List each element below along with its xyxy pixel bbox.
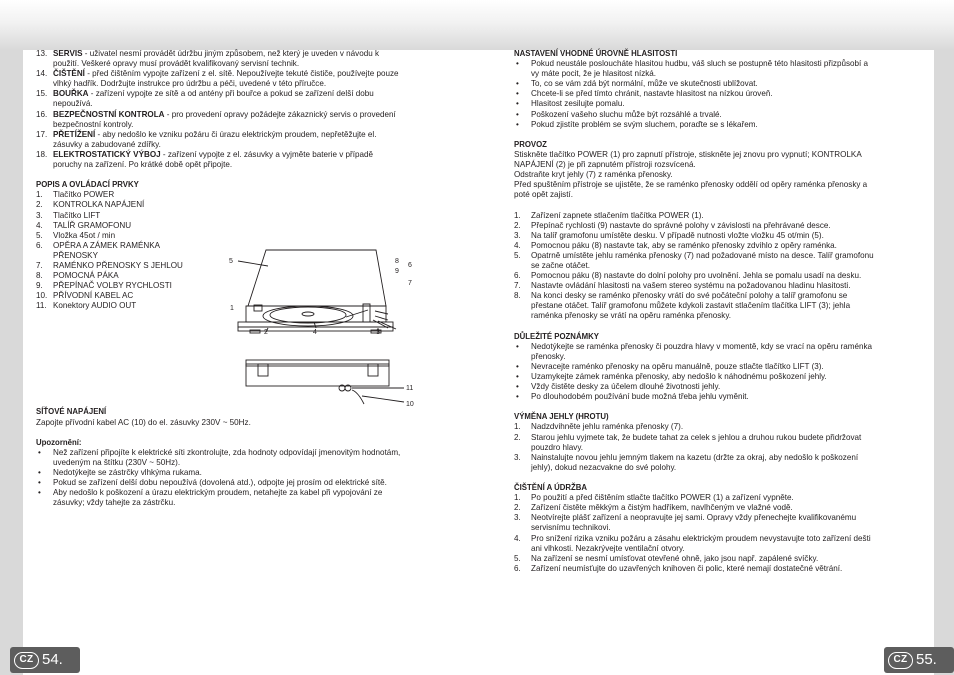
figure-label: 2: [264, 329, 268, 336]
control-item: 6. OPĚRA A ZÁMEK RAMÉNKA PŘENOSKY: [36, 240, 161, 260]
operation-step: 1. Zařízení zapnete stlačením tlačítka POWER (1).: [514, 210, 704, 220]
operation-step: 7. Nastavte ovládání hlasitosti na vašem stereo systému na požadovanou hladinu hlasitosti.: [514, 281, 851, 291]
safety-item: 13. SERVIS - uživatel nesmí provádět údržbu jiným způsobem, než který je uveden v návodu k použití. Veškeré opravy musí provádět kvalifikovaný servisní technik.: [36, 49, 380, 69]
control-item: 2. KONTROLKA NAPÁJENÍ: [36, 200, 145, 210]
warning-heading: Upozornění:: [36, 437, 82, 447]
power-text: Zapojte přívodní kabel AC (10) do el. zásuvky 230V ~ 50Hz.: [36, 417, 251, 427]
figure-label: 4: [313, 329, 317, 336]
needle-heading: VÝMĚNA JEHLY (HROTU): [514, 412, 609, 422]
figure-label: 9: [395, 268, 399, 275]
note-item: • Nevracejte raménko přenosky na opěru manuálně, pouze stlačte tlačítko LIFT (3).: [516, 361, 824, 371]
figure-label: 5: [229, 258, 233, 265]
warning-item: • Než zařízení připojíte k elektrické síti zkontrolujte, zda hodnoty odpovídají jmenovitým hodnotám, uvedeným na štítku (230V ~ 50Hz).: [38, 447, 401, 467]
volume-list: [514, 59, 918, 130]
warning-item: • Nedotýkejte se zástrčky vlhkýma rukama.: [38, 468, 202, 477]
right-column: [514, 49, 918, 574]
control-item: 1. Tlačítko POWER: [36, 190, 115, 200]
safety-item: 16. BEZPEČNOSTNÍ KONTROLA - pro provedení opravy požádejte zákaznický servis o provedení bezpečnostní kontroly.: [36, 109, 396, 129]
operation-step: 2. Přepínač rychlosti (9) nastavte do správné polohy v závislosti na přehrávané desce.: [514, 220, 831, 230]
operation-step: 3. Na talíř gramofonu umístěte desku. V případě nutnosti vložte vložku 45 ot/min (5).: [514, 230, 824, 240]
note-item: • Uzamykejte zámek raménka přenosky, aby nedošlo k náhodnému poškození jehly.: [516, 372, 827, 381]
operation-step: 5. Opatrně umístěte jehlu raménka přenosky (7) nad požadované místo na desce. Talíř gramofonu se začne otáčet.: [514, 250, 874, 270]
volume-item: • To, co se vám zdá být normální, může ve skutečnosti ublížovat.: [516, 79, 758, 89]
warning-item: • Aby nedošlo k poškození a úrazu elektrickým proudem, netahejte za kabel při vypojování ze zásuvky; vždy tahejte za zástrčku.: [38, 488, 383, 508]
cleaning-step: 1. Po použití a před čištěním stlačte tlačítko POWER (1) a zařízení vypněte.: [514, 493, 794, 503]
safety-item: 17. PŘETÍŽENÍ - aby nedošlo ke vzniku požáru či úrazu elektrickým proudem, nepřetěžujte el. zásuvky a zabudované zdířky.: [36, 129, 377, 149]
cleaning-step: 2. Zařízení čistěte měkkým a čistým hadříkem, navlhčeným ve vlažné vodě.: [514, 503, 793, 513]
volume-item: • Pokud neustále posloucháte hlasitou hudbu, váš sluch se postupně této hlasitosti přizpůsobí a vy máte pocit, že je hlasitost nízká.: [516, 59, 869, 79]
figure-label: 8: [395, 258, 399, 265]
operation-paragraph: Stiskněte tlačítko POWER (1) pro zapnutí přístroje, stiskněte jej znovu pro vypnutí; KONTROLKA NAPÁJENÍ (2) je při zapnutém přístroji rozsvícená. Odstraňte kryt jehly (7) z raménka přenosky. Před spuštěním přístroje se ujistěte, že se raménko přenosky oddělí od opěry raménka přenosky a poté opět zajistí.: [514, 149, 868, 200]
note-item: • Vždy čistěte desky za účelem dlouhé životnosti jehly.: [516, 382, 721, 392]
page-number: 55.: [916, 650, 937, 668]
note-item: • Po dlouhodobém používání bude možná třeba jehlu vyměnit.: [516, 392, 749, 402]
top-gradient-band: [0, 0, 954, 50]
safety-item: 15. BOUŘKA - zařízení vypojte ze sítě a od antény při bouřce a pokud se zařízení delší dobu nepoužívá.: [36, 89, 374, 109]
control-item: 7. RAMÉNKO PŘENOSKY S JEHLOU: [36, 260, 183, 270]
needle-step: 1. Nadzdvihněte jehlu raménka přenosky (7).: [514, 422, 684, 432]
control-item: 9. PŘEPÍNAČ VOLBY RYCHLOSTI: [36, 281, 172, 291]
cleaning-heading: ČIŠTĚNÍ A ÚDRŽBA: [514, 483, 588, 493]
figure-label: 1: [230, 305, 234, 312]
controls-heading: POPIS A OVLÁDACÍ PRVKY: [36, 180, 139, 190]
control-item: 10. PŘÍVODNÍ KABEL AC: [36, 291, 134, 301]
warning-item: • Pokud se zařízení delší dobu nepoužívá (dovolená atd.), odpojte jej prosím od elektrické sítě.: [38, 478, 387, 488]
needle-step: 3. Nainstalujte novou jehlu jemným tlakem na kazetu (držte za okraj, aby nedošlo k poškození jehly), dokud nezacvakne do své polohy.: [514, 452, 859, 472]
figure-label: 3: [376, 329, 380, 336]
volume-item: • Chcete-li se před tímto chránit, nastavte hlasitost na nízkou úroveň.: [516, 89, 773, 99]
safety-item: 14. ČIŠTĚNÍ - před čištěním vypojte zařízení z el. sítě. Nepoužívejte tekuté čističe, používejte pouze vlhký hadřík. Dodržujte instrukce pro údržbu a péči, uvedené v této příručce.: [36, 69, 399, 89]
operation-step: 8. Na konci desky se raménko přenosky vrátí do své počáteční polohy a talíř gramofonu se přestane otáčet. Talíř gramofonu můžete kdykoli zastavit stlačením tlačítka LIFT (3); jehla raménka přenosky se vrátí na opěru raménka přenosky.: [514, 291, 851, 321]
volume-item: • Hlasitost zesilujte pomalu.: [516, 99, 625, 109]
turntable-drawing: [228, 246, 418, 416]
operation-step: 4. Pomocnou páku (8) nastavte tak, aby se raménko přenosky zdvihlo z opěry raménka.: [514, 240, 837, 250]
control-item: 5. Vložka 45ot / min: [36, 230, 116, 240]
notes-heading: DŮLEŽITÉ POZNÁMKY: [514, 331, 599, 341]
language-badge: CZ: [888, 652, 913, 669]
needle-steps: [514, 422, 918, 472]
cleaning-steps: [514, 493, 918, 574]
cleaning-step: 4. Pro snížení rizika vzniku požáru a zásahu elektrickým proudem nevystavujte toto zařízení dešti ani vlhkosti. Nezakrývejte ventilační otvory.: [514, 533, 871, 553]
cleaning-step: 6. Zařízení neumísťujte do uzavřených knihoven či polic, které nemají dostatečné větrání.: [514, 563, 843, 573]
control-item: 8. POMOCNÁ PÁKA: [36, 271, 119, 281]
turntable-diagram: [228, 246, 418, 416]
needle-step: 2. Starou jehlu vyjmete tak, že budete tahat za celek s jehlou a druhou rukou budete přidržovat pouzdro hlavy.: [514, 432, 862, 452]
volume-item: • Pokud zjistíte problém se svým sluchem, poraďte se s lékařem.: [516, 119, 758, 129]
volume-item: • Poškození vašeho sluchu může být rozsáhlé a trvalé.: [516, 109, 722, 119]
notes-list: [514, 342, 918, 403]
volume-heading: NASTAVENÍ VHODNÉ ÚROVNĚ HLASITOSTI: [514, 49, 678, 58]
control-item: 4. TALÍŘ GRAMOFONU: [36, 220, 132, 230]
figure-label: 11: [406, 385, 414, 392]
language-badge: CZ: [14, 652, 39, 669]
left-margin-bar: [0, 50, 23, 675]
warning-list: [36, 448, 456, 509]
operation-step: 6. Pomocnou páku (8) nastavte do dolní polohy pro uvolnění. Jehla se pomalu usadí na desku.: [514, 271, 862, 281]
page-footer-right: [884, 647, 954, 673]
operation-steps: [514, 211, 918, 322]
figure-label: 6: [408, 262, 412, 269]
operation-heading: PROVOZ: [514, 139, 547, 149]
note-item: • Nedotýkejte se raménka přenosky či pouzdra hlavy v momentě, kdy se vrací na opěru raménka přenosky.: [516, 341, 873, 361]
control-item: 11. Konektory AUDIO OUT: [36, 301, 137, 311]
control-item: 3. Tlačítko LIFT: [36, 210, 101, 220]
safety-list: [36, 49, 456, 170]
page-footer-left: [10, 647, 80, 673]
right-margin-bar: [934, 50, 954, 675]
power-heading: SÍŤOVÉ NAPÁJENÍ: [36, 407, 107, 417]
page-number: 54.: [42, 650, 63, 668]
cleaning-step: 5. Na zařízení se nesmí umísťovat otevřené ohně, jako jsou např. zapálené svíčky.: [514, 553, 819, 563]
safety-item: 18. ELEKTROSTATICKÝ VÝBOJ - zařízení vypojte z el. zásuvky a vyjměte baterie v případě poruchy na zařízení. Po krátké době opět připojte.: [36, 149, 373, 170]
cleaning-step: 3. Neotvírejte plášť zařízení a neopravujte jej sami. Opravy vždy přenechejte kvalifikovanému servisnímu technikovi.: [514, 513, 857, 533]
figure-label: 7: [408, 280, 412, 287]
figure-label: 10: [406, 401, 414, 408]
